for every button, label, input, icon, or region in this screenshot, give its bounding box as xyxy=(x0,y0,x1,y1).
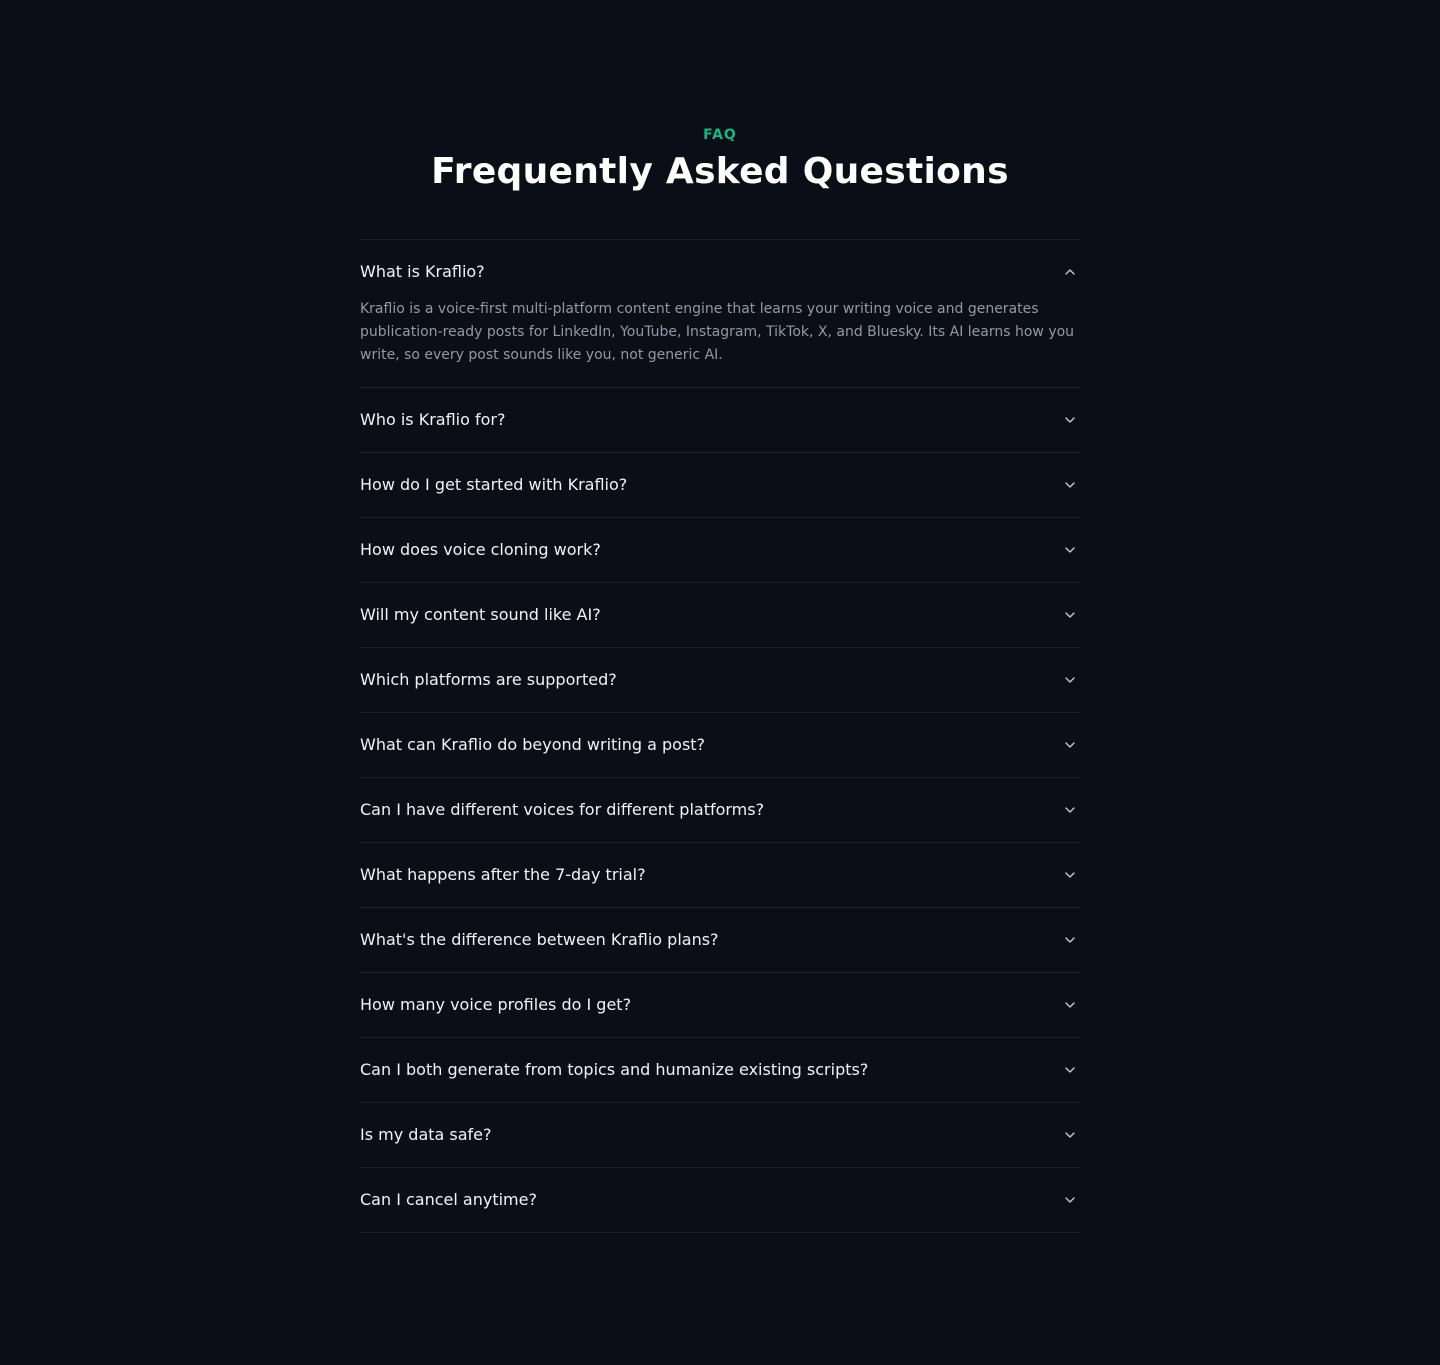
faq-question-button[interactable] xyxy=(360,388,1080,452)
faq-item xyxy=(360,713,1080,778)
faq-question-button[interactable] xyxy=(360,518,1080,582)
faq-question-button[interactable] xyxy=(360,1168,1080,1232)
faq-question-text: Can I cancel anytime? xyxy=(360,1190,537,1209)
faq-question-text: Will my content sound like AI? xyxy=(360,605,601,624)
faq-question-text: How many voice profiles do I get? xyxy=(360,995,632,1014)
faq-question-button[interactable] xyxy=(360,778,1080,842)
faq-question-button[interactable] xyxy=(360,973,1080,1037)
faq-item xyxy=(360,1168,1080,1233)
faq-question-text: How does voice cloning work? xyxy=(360,540,601,559)
faq-item xyxy=(360,648,1080,713)
faq-question-text: What happens after the 7-day trial? xyxy=(360,865,646,884)
faq-item xyxy=(360,1103,1080,1168)
faq-item xyxy=(360,843,1080,908)
chevron-down-icon xyxy=(1060,670,1080,690)
faq-item xyxy=(360,583,1080,648)
chevron-down-icon xyxy=(1060,1060,1080,1080)
faq-question-button[interactable] xyxy=(360,583,1080,647)
faq-question-button[interactable] xyxy=(360,908,1080,972)
chevron-down-icon xyxy=(1060,735,1080,755)
faq-question-text: What can Kraflio do beyond writing a post? xyxy=(360,735,706,754)
faq-question-button[interactable] xyxy=(360,713,1080,777)
faq-question-button[interactable] xyxy=(360,240,1080,304)
faq-item xyxy=(360,778,1080,843)
faq-item xyxy=(360,973,1080,1038)
chevron-down-icon xyxy=(1060,995,1080,1015)
faq-question-button[interactable] xyxy=(360,648,1080,712)
chevron-up-icon xyxy=(1060,262,1080,282)
faq-item xyxy=(360,388,1080,453)
faq-answer-text: Kraflio is a voice-first multi-platform content engine that learns your writing voice and generates publication-ready posts for LinkedIn, YouTube, Instagram, TikTok, X, and Bluesky. Its AI learns how you write, so every post sounds like you, not generic AI. xyxy=(360,301,1075,363)
chevron-down-icon xyxy=(1060,1125,1080,1145)
chevron-down-icon xyxy=(1060,1190,1080,1210)
faq-item xyxy=(360,240,1080,388)
chevron-down-icon xyxy=(1060,865,1080,885)
faq-question-button[interactable] xyxy=(360,843,1080,907)
faq-question-text: Who is Kraflio for? xyxy=(360,410,506,429)
faq-question-text: What is Kraflio? xyxy=(360,262,485,281)
chevron-down-icon xyxy=(1060,800,1080,820)
faq-question-text: Can I both generate from topics and humanize existing scripts? xyxy=(360,1060,869,1079)
faq-question-text: How do I get started with Kraflio? xyxy=(360,475,628,494)
faq-list xyxy=(360,239,1080,1233)
faq-question-button[interactable] xyxy=(360,1103,1080,1167)
chevron-down-icon xyxy=(1060,475,1080,495)
faq-question-text: Which platforms are supported? xyxy=(360,670,617,689)
chevron-down-icon xyxy=(1060,930,1080,950)
chevron-down-icon xyxy=(1060,540,1080,560)
faq-item xyxy=(360,518,1080,583)
faq-eyebrow: FAQ xyxy=(703,127,737,143)
faq-item xyxy=(360,453,1080,518)
faq-question-text: Can I have different voices for different platforms? xyxy=(360,800,765,819)
faq-question-text: Is my data safe? xyxy=(360,1125,492,1144)
faq-question-text: What's the difference between Kraflio plans? xyxy=(360,930,719,949)
faq-question-button[interactable] xyxy=(360,453,1080,517)
faq-question-button[interactable] xyxy=(360,1038,1080,1102)
faq-item xyxy=(360,1038,1080,1103)
page-title: Frequently Asked Questions xyxy=(431,151,1009,192)
faq-section xyxy=(360,0,1080,1233)
chevron-down-icon xyxy=(1060,410,1080,430)
faq-item xyxy=(360,908,1080,973)
chevron-down-icon xyxy=(1060,605,1080,625)
